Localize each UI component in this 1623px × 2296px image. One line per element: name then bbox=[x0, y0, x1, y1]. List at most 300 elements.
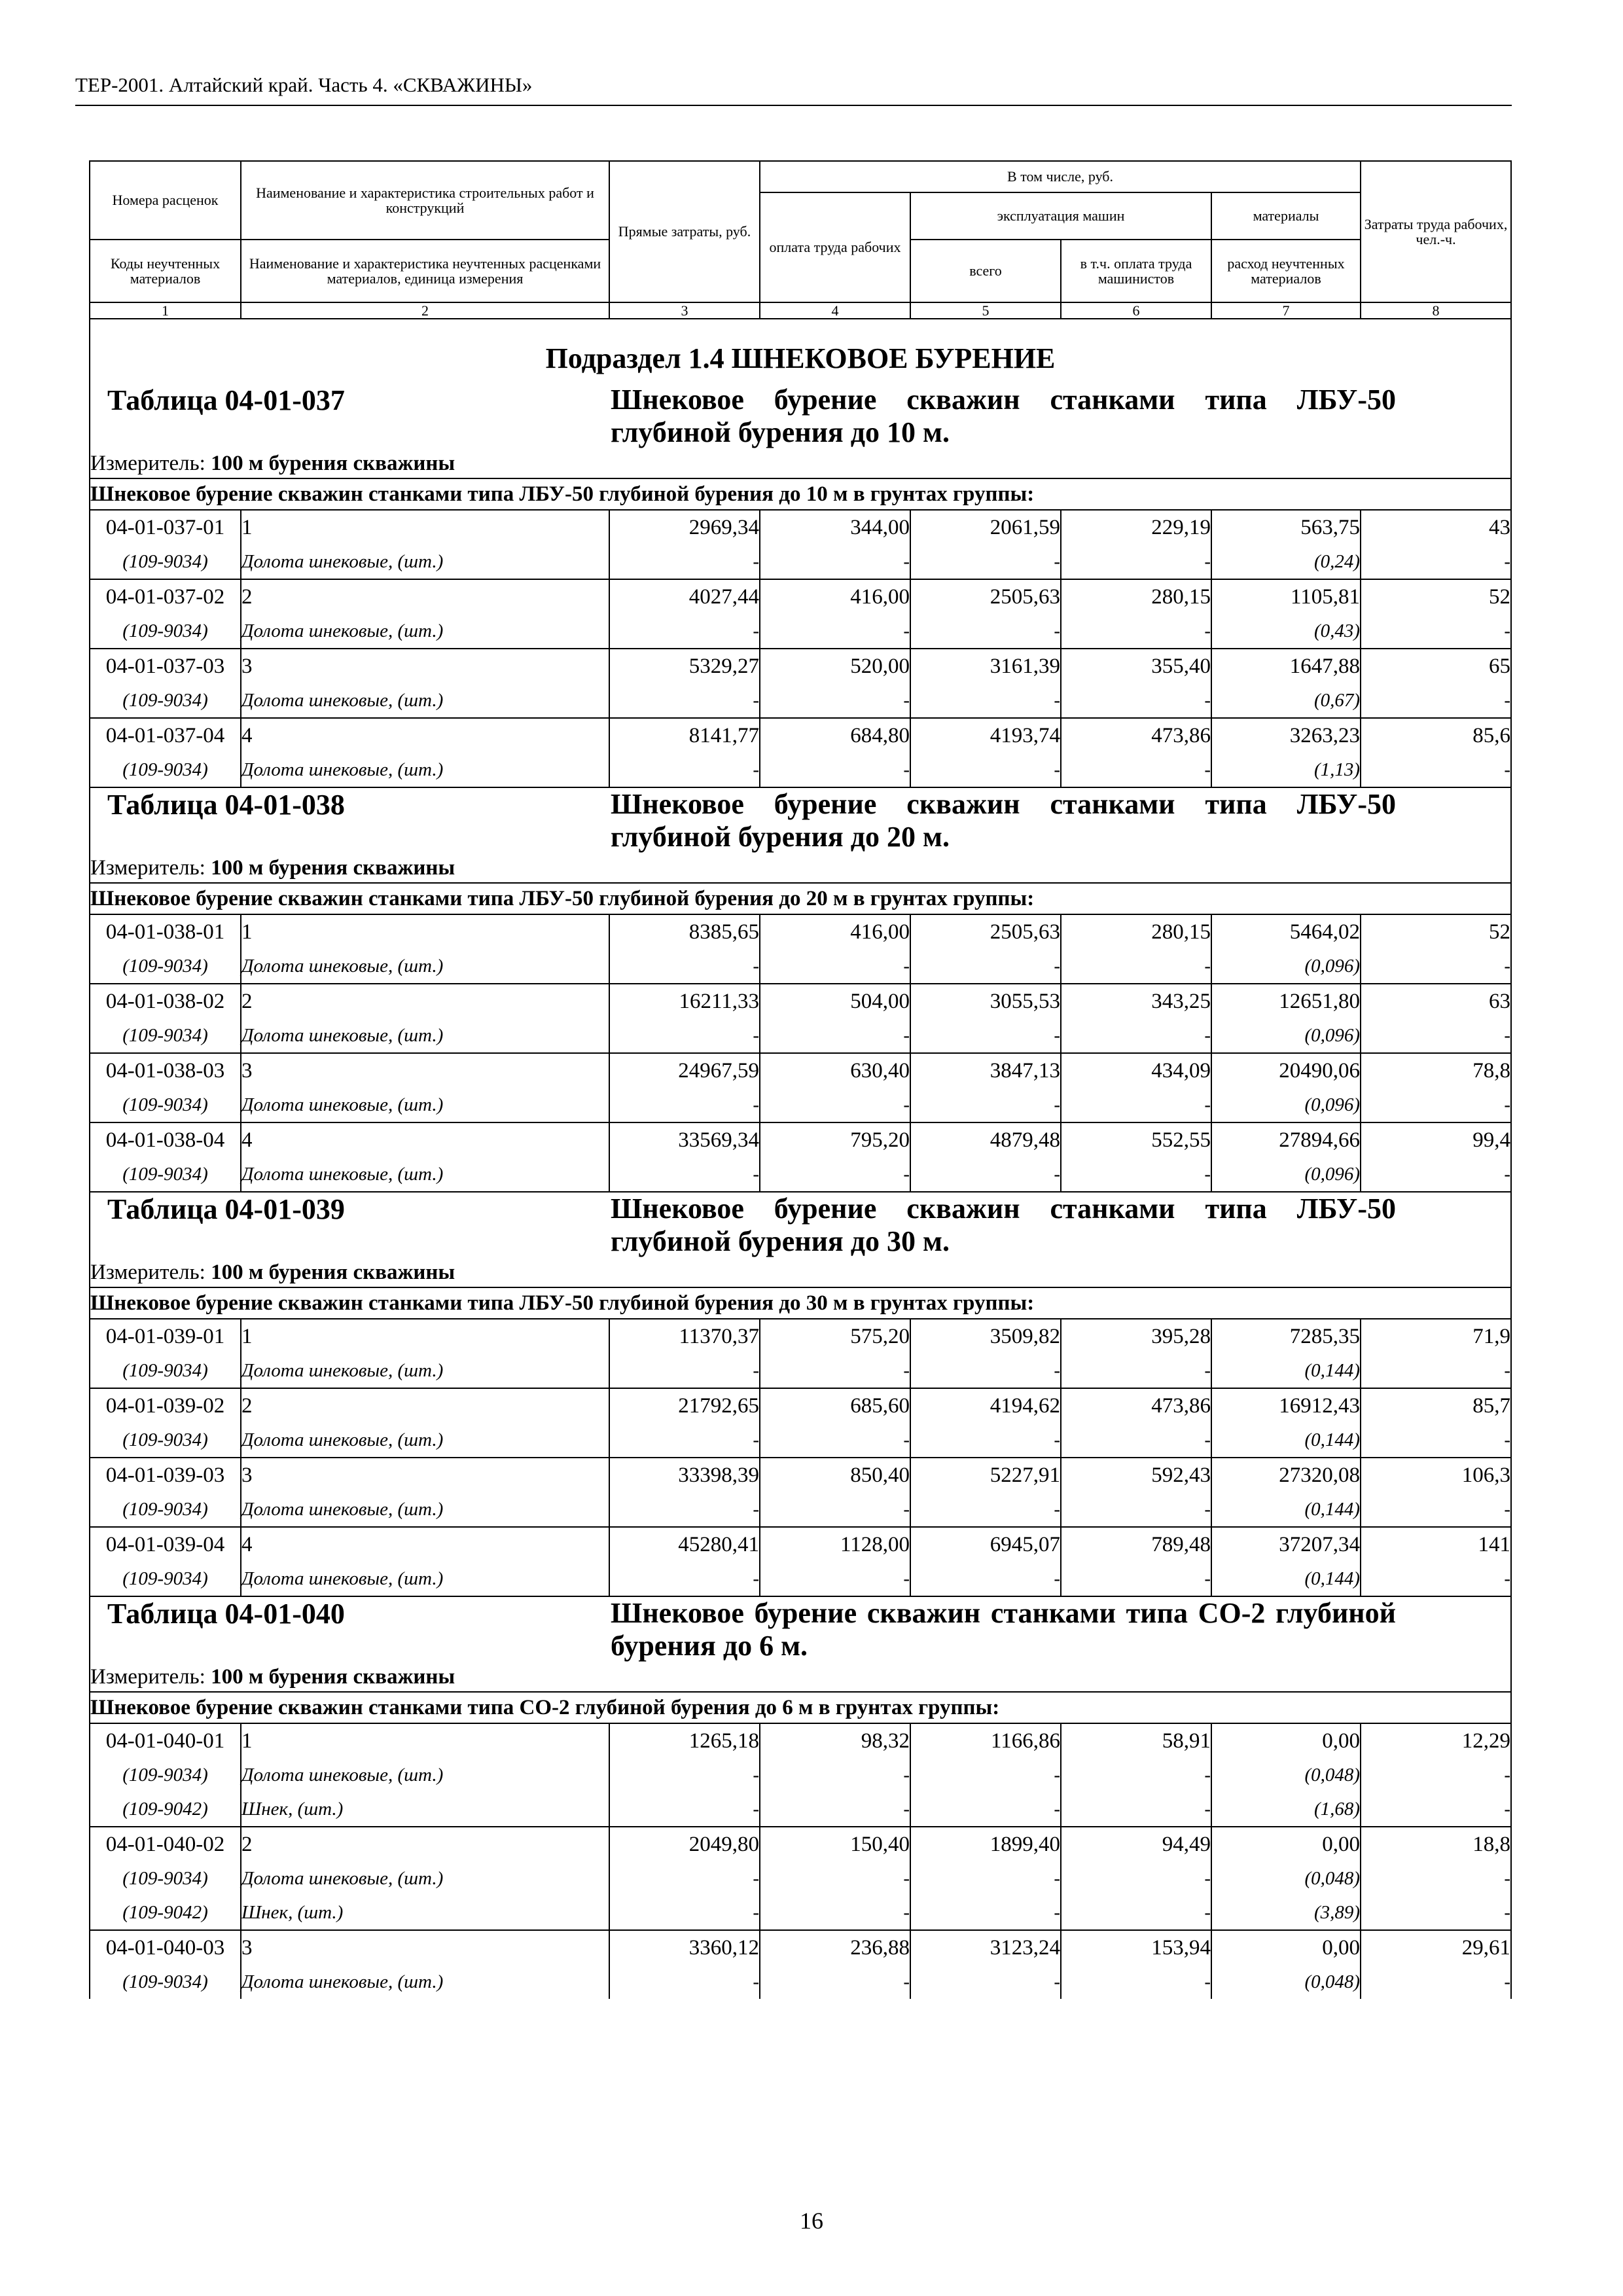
rate-value: 0,00 bbox=[1211, 1930, 1361, 1965]
table-description: Шнековое бурение скважин станками типа СО-2 глубиной бурения до 6 м. bbox=[611, 1597, 1396, 1662]
rate-value: 27320,08 bbox=[1211, 1458, 1361, 1492]
material-code: (109-9034) bbox=[90, 1157, 241, 1192]
material-value: - bbox=[609, 1088, 760, 1122]
material-value: - bbox=[760, 1157, 910, 1192]
rate-value: 21792,65 bbox=[609, 1388, 760, 1423]
material-value: - bbox=[609, 1895, 760, 1930]
group-title: Шнековое бурение скважин станками типа ЛБУ-50 глубиной бурения до 20 м в грунтах группы: bbox=[90, 883, 1511, 914]
rate-value: 85,7 bbox=[1361, 1388, 1511, 1423]
material-value: (0,096) bbox=[1211, 1088, 1361, 1122]
material-value: - bbox=[760, 1492, 910, 1527]
rate-value: 2049,80 bbox=[609, 1827, 760, 1861]
col-number: 8 bbox=[1361, 302, 1511, 319]
material-name: Долота шнековые, (шт.) bbox=[241, 753, 609, 787]
rate-value: 552,55 bbox=[1061, 1122, 1211, 1157]
rate-value: 1105,81 bbox=[1211, 579, 1361, 614]
rate-value: 7285,35 bbox=[1211, 1319, 1361, 1354]
material-code: (109-9034) bbox=[90, 1562, 241, 1596]
table-title bbox=[90, 1597, 1510, 1662]
rate-code: 04-01-040-01 bbox=[90, 1723, 241, 1758]
rate-value: 150,40 bbox=[760, 1827, 910, 1861]
table-description: Шнековое бурение скважин станками типа ЛБУ-50 глубиной бурения до 10 м. bbox=[611, 384, 1396, 449]
material-row bbox=[90, 1895, 1511, 1930]
rate-code: 04-01-039-01 bbox=[90, 1319, 241, 1354]
rate-value: 20490,06 bbox=[1211, 1053, 1361, 1088]
rate-value: 280,15 bbox=[1061, 914, 1211, 949]
rate-value: 98,32 bbox=[760, 1723, 910, 1758]
rate-value: 3123,24 bbox=[910, 1930, 1061, 1965]
material-value: - bbox=[910, 1861, 1061, 1895]
rate-code: 04-01-038-03 bbox=[90, 1053, 241, 1088]
material-name: Долота шнековые, (шт.) bbox=[241, 1423, 609, 1458]
material-row bbox=[90, 1018, 1511, 1053]
table-title-row bbox=[90, 1192, 1511, 1258]
material-value: - bbox=[760, 1562, 910, 1596]
rate-value: 473,86 bbox=[1061, 718, 1211, 753]
rate-value: 45280,41 bbox=[609, 1527, 760, 1562]
measure-row bbox=[90, 1662, 1511, 1692]
rate-value: 434,09 bbox=[1061, 1053, 1211, 1088]
measure-value: 100 м бурения скважины bbox=[211, 1664, 455, 1689]
material-name: Долота шнековые, (шт.) bbox=[241, 614, 609, 649]
material-value: (3,89) bbox=[1211, 1895, 1361, 1930]
rate-value: 0,00 bbox=[1211, 1827, 1361, 1861]
material-row bbox=[90, 1861, 1511, 1895]
material-code: (109-9034) bbox=[90, 614, 241, 649]
rate-value: 18,8 bbox=[1361, 1827, 1511, 1861]
material-value: - bbox=[760, 545, 910, 579]
material-value: - bbox=[1361, 753, 1511, 787]
rate-name: 2 bbox=[241, 1388, 609, 1423]
material-value: - bbox=[1361, 1895, 1511, 1930]
rate-value: 78,8 bbox=[1361, 1053, 1511, 1088]
material-value: - bbox=[609, 614, 760, 649]
rate-code: 04-01-038-01 bbox=[90, 914, 241, 949]
header-nomera: Номера расценок bbox=[90, 161, 241, 240]
rate-value: 5464,02 bbox=[1211, 914, 1361, 949]
material-value: - bbox=[1361, 1792, 1511, 1827]
rate-row bbox=[90, 1723, 1511, 1758]
rate-value: 27894,66 bbox=[1211, 1122, 1361, 1157]
material-value: - bbox=[609, 1423, 760, 1458]
material-code: (109-9034) bbox=[90, 683, 241, 718]
rate-row bbox=[90, 510, 1511, 545]
rate-name: 4 bbox=[241, 1527, 609, 1562]
material-value: - bbox=[1061, 614, 1211, 649]
table-title bbox=[90, 384, 1510, 449]
material-row bbox=[90, 1088, 1511, 1122]
material-row bbox=[90, 1423, 1511, 1458]
material-value: (0,144) bbox=[1211, 1562, 1361, 1596]
material-value: - bbox=[1361, 545, 1511, 579]
rate-value: 63 bbox=[1361, 984, 1511, 1018]
material-value: - bbox=[760, 1895, 910, 1930]
table-title-row bbox=[90, 1596, 1511, 1662]
material-value: - bbox=[760, 753, 910, 787]
material-value: - bbox=[1361, 1018, 1511, 1053]
group-title: Шнековое бурение скважин станками типа ЛБУ-50 глубиной бурения до 30 м в грунтах группы: bbox=[90, 1287, 1511, 1319]
material-value: - bbox=[1061, 545, 1211, 579]
rate-value: 685,60 bbox=[760, 1388, 910, 1423]
header-pryamye: Прямые затраты, руб. bbox=[609, 161, 760, 302]
rate-value: 1647,88 bbox=[1211, 649, 1361, 683]
rate-value: 43 bbox=[1361, 510, 1511, 545]
material-value: - bbox=[910, 1492, 1061, 1527]
material-value: - bbox=[910, 1758, 1061, 1792]
rate-value: 789,48 bbox=[1061, 1527, 1211, 1562]
price-table bbox=[89, 160, 1512, 1999]
material-code: (109-9034) bbox=[90, 753, 241, 787]
material-value: - bbox=[760, 1088, 910, 1122]
rate-value: 153,94 bbox=[1061, 1930, 1211, 1965]
material-value: - bbox=[1361, 1157, 1511, 1192]
rate-code: 04-01-038-04 bbox=[90, 1122, 241, 1157]
rate-value: 3263,23 bbox=[1211, 718, 1361, 753]
measure-row bbox=[90, 449, 1511, 478]
material-value: - bbox=[1361, 1758, 1511, 1792]
material-value: - bbox=[910, 1157, 1061, 1192]
material-value: - bbox=[1361, 1492, 1511, 1527]
measure-label: Измеритель: bbox=[90, 855, 205, 880]
rate-value: 416,00 bbox=[760, 914, 910, 949]
header-rule bbox=[75, 105, 1512, 106]
rate-row bbox=[90, 1053, 1511, 1088]
col-number: 1 bbox=[90, 302, 241, 319]
rate-code: 04-01-039-04 bbox=[90, 1527, 241, 1562]
rate-value: 2505,63 bbox=[910, 579, 1061, 614]
material-value: - bbox=[1061, 1895, 1211, 1930]
rate-row bbox=[90, 1827, 1511, 1861]
rate-name: 1 bbox=[241, 914, 609, 949]
rate-row bbox=[90, 649, 1511, 683]
table-description: Шнековое бурение скважин станками типа ЛБУ-50 глубиной бурения до 30 м. bbox=[611, 1193, 1396, 1258]
material-code: (109-9034) bbox=[90, 1354, 241, 1388]
rate-value: 3509,82 bbox=[910, 1319, 1061, 1354]
material-value: - bbox=[1061, 1792, 1211, 1827]
rate-value: 3847,13 bbox=[910, 1053, 1061, 1088]
header-naim-top: Наименование и характеристика строительных работ и конструкций bbox=[241, 161, 609, 240]
rate-value: 343,25 bbox=[1061, 984, 1211, 1018]
material-value: - bbox=[1061, 1492, 1211, 1527]
material-value: - bbox=[1061, 1157, 1211, 1192]
header-kody: Коды неучтенных материалов bbox=[90, 240, 241, 302]
rate-value: 141 bbox=[1361, 1527, 1511, 1562]
material-name: Долота шнековые, (шт.) bbox=[241, 949, 609, 984]
rate-value: 520,00 bbox=[760, 649, 910, 683]
rate-name: 4 bbox=[241, 1122, 609, 1157]
material-value: - bbox=[910, 1018, 1061, 1053]
rate-value: 3161,39 bbox=[910, 649, 1061, 683]
material-value: - bbox=[1361, 1354, 1511, 1388]
material-value: - bbox=[760, 1018, 910, 1053]
material-value: - bbox=[1061, 753, 1211, 787]
material-value: (1,68) bbox=[1211, 1792, 1361, 1827]
material-value: - bbox=[1061, 1758, 1211, 1792]
measure-value: 100 м бурения скважины bbox=[211, 855, 455, 880]
rate-value: 58,91 bbox=[1061, 1723, 1211, 1758]
rate-value: 575,20 bbox=[760, 1319, 910, 1354]
material-row bbox=[90, 753, 1511, 787]
header-zatraty: Затраты труда рабочих, чел.-ч. bbox=[1361, 161, 1511, 302]
material-code: (109-9034) bbox=[90, 1758, 241, 1792]
group-row bbox=[90, 883, 1511, 914]
measure-label: Измеритель: bbox=[90, 1260, 205, 1284]
material-value: - bbox=[609, 683, 760, 718]
material-name: Долота шнековые, (шт.) bbox=[241, 1018, 609, 1053]
material-value: - bbox=[910, 683, 1061, 718]
material-value: (0,096) bbox=[1211, 1157, 1361, 1192]
header-oplata: оплата труда рабочих bbox=[760, 192, 910, 302]
material-name: Долота шнековые, (шт.) bbox=[241, 1157, 609, 1192]
rate-value: 6945,07 bbox=[910, 1527, 1061, 1562]
material-value: - bbox=[910, 1792, 1061, 1827]
rate-value: 3360,12 bbox=[609, 1930, 760, 1965]
material-code: (109-9034) bbox=[90, 1088, 241, 1122]
table-code: Таблица 04-01-040 bbox=[107, 1598, 345, 1630]
material-value: - bbox=[760, 1965, 910, 1999]
material-code: (109-9034) bbox=[90, 1423, 241, 1458]
rate-value: 52 bbox=[1361, 579, 1511, 614]
material-value: - bbox=[1061, 1354, 1211, 1388]
material-name: Долота шнековые, (шт.) bbox=[241, 1861, 609, 1895]
rate-value: 473,86 bbox=[1061, 1388, 1211, 1423]
header-vtch: в т.ч. оплата труда машинистов bbox=[1061, 240, 1211, 302]
material-name: Шнек, (шт.) bbox=[241, 1792, 609, 1827]
rate-code: 04-01-039-03 bbox=[90, 1458, 241, 1492]
material-name: Долота шнековые, (шт.) bbox=[241, 1492, 609, 1527]
rate-name: 2 bbox=[241, 1827, 609, 1861]
rate-value: 1166,86 bbox=[910, 1723, 1061, 1758]
measure bbox=[90, 1662, 1511, 1692]
rate-row bbox=[90, 1930, 1511, 1965]
header-ekspl: эксплуатация машин bbox=[910, 192, 1211, 240]
rate-value: 630,40 bbox=[760, 1053, 910, 1088]
rate-value: 37207,34 bbox=[1211, 1527, 1361, 1562]
material-value: (0,24) bbox=[1211, 545, 1361, 579]
material-value: - bbox=[910, 1423, 1061, 1458]
rate-value: 395,28 bbox=[1061, 1319, 1211, 1354]
header-rashod: расход неучтенных материалов bbox=[1211, 240, 1361, 302]
rate-row bbox=[90, 984, 1511, 1018]
measure-row bbox=[90, 853, 1511, 883]
rate-value: 8385,65 bbox=[609, 914, 760, 949]
material-value: - bbox=[1361, 614, 1511, 649]
material-value: - bbox=[910, 614, 1061, 649]
material-value: - bbox=[1061, 1562, 1211, 1596]
material-value: (0,144) bbox=[1211, 1492, 1361, 1527]
material-code: (109-9034) bbox=[90, 1018, 241, 1053]
material-name: Долота шнековые, (шт.) bbox=[241, 683, 609, 718]
col-number: 7 bbox=[1211, 302, 1361, 319]
rate-code: 04-01-038-02 bbox=[90, 984, 241, 1018]
col-number: 6 bbox=[1061, 302, 1211, 319]
measure-value: 100 м бурения скважины bbox=[211, 451, 455, 475]
material-value: - bbox=[609, 1018, 760, 1053]
table-title-cell bbox=[90, 787, 1511, 853]
material-value: - bbox=[609, 949, 760, 984]
material-value: - bbox=[910, 1562, 1061, 1596]
rate-name: 3 bbox=[241, 1930, 609, 1965]
rate-value: 4027,44 bbox=[609, 579, 760, 614]
section-title: Подраздел 1.4 ШНЕКОВОЕ БУРЕНИЕ bbox=[90, 319, 1511, 384]
material-value: - bbox=[760, 1792, 910, 1827]
measure bbox=[90, 1258, 1511, 1287]
material-value: - bbox=[609, 753, 760, 787]
rate-value: 8141,77 bbox=[609, 718, 760, 753]
rate-code: 04-01-037-03 bbox=[90, 649, 241, 683]
material-value: - bbox=[1361, 1088, 1511, 1122]
material-value: - bbox=[910, 545, 1061, 579]
material-name: Долота шнековые, (шт.) bbox=[241, 1354, 609, 1388]
rate-name: 1 bbox=[241, 1723, 609, 1758]
rate-value: 29,61 bbox=[1361, 1930, 1511, 1965]
rate-value: 12651,80 bbox=[1211, 984, 1361, 1018]
material-value: - bbox=[760, 1354, 910, 1388]
measure-row bbox=[90, 1258, 1511, 1287]
rate-value: 684,80 bbox=[760, 718, 910, 753]
material-value: - bbox=[1061, 1861, 1211, 1895]
material-row bbox=[90, 614, 1511, 649]
material-value: - bbox=[609, 1354, 760, 1388]
material-value: - bbox=[1361, 1965, 1511, 1999]
material-row bbox=[90, 1492, 1511, 1527]
rate-row bbox=[90, 1319, 1511, 1354]
material-value: - bbox=[760, 1758, 910, 1792]
material-value: (1,13) bbox=[1211, 753, 1361, 787]
rate-code: 04-01-037-04 bbox=[90, 718, 241, 753]
header-vsego: всего bbox=[910, 240, 1061, 302]
material-code: (109-9042) bbox=[90, 1792, 241, 1827]
rate-name: 1 bbox=[241, 1319, 609, 1354]
material-value: - bbox=[760, 1861, 910, 1895]
table-title-cell bbox=[90, 1596, 1511, 1662]
table-title-cell bbox=[90, 384, 1511, 449]
rate-value: 85,6 bbox=[1361, 718, 1511, 753]
material-row bbox=[90, 1758, 1511, 1792]
rate-row bbox=[90, 718, 1511, 753]
material-value: - bbox=[760, 949, 910, 984]
rate-value: 24967,59 bbox=[609, 1053, 760, 1088]
rate-value: 12,29 bbox=[1361, 1723, 1511, 1758]
material-row bbox=[90, 1965, 1511, 1999]
col-number: 4 bbox=[760, 302, 910, 319]
rate-value: 850,40 bbox=[760, 1458, 910, 1492]
rate-code: 04-01-039-02 bbox=[90, 1388, 241, 1423]
material-value: - bbox=[609, 1965, 760, 1999]
material-value: - bbox=[1361, 1861, 1511, 1895]
material-code: (109-9034) bbox=[90, 949, 241, 984]
rate-value: 65 bbox=[1361, 649, 1511, 683]
material-value: - bbox=[1361, 949, 1511, 984]
rate-value: 1128,00 bbox=[760, 1527, 910, 1562]
table-title-cell bbox=[90, 1192, 1511, 1258]
material-value: - bbox=[910, 1965, 1061, 1999]
rate-code: 04-01-037-02 bbox=[90, 579, 241, 614]
rate-value: 4194,62 bbox=[910, 1388, 1061, 1423]
rate-value: 3055,53 bbox=[910, 984, 1061, 1018]
rate-row bbox=[90, 579, 1511, 614]
material-value: - bbox=[1361, 1562, 1511, 1596]
table-title-row bbox=[90, 384, 1511, 449]
material-value: (0,144) bbox=[1211, 1423, 1361, 1458]
table-description: Шнековое бурение скважин станками типа ЛБУ-50 глубиной бурения до 20 м. bbox=[611, 788, 1396, 853]
rate-value: 4193,74 bbox=[910, 718, 1061, 753]
material-name: Долота шнековые, (шт.) bbox=[241, 1562, 609, 1596]
material-name: Долота шнековые, (шт.) bbox=[241, 1758, 609, 1792]
measure-label: Измеритель: bbox=[90, 1664, 205, 1689]
rate-value: 229,19 bbox=[1061, 510, 1211, 545]
material-value: - bbox=[609, 1562, 760, 1596]
material-value: (0,096) bbox=[1211, 1018, 1361, 1053]
material-code: (109-9034) bbox=[90, 545, 241, 579]
header-naim-bottom: Наименование и характеристика неучтенных расценками материалов, единица измерения bbox=[241, 240, 609, 302]
material-code: (109-9034) bbox=[90, 1965, 241, 1999]
material-value: - bbox=[910, 1895, 1061, 1930]
rate-name: 4 bbox=[241, 718, 609, 753]
measure-value: 100 м бурения скважины bbox=[211, 1260, 455, 1284]
rate-row bbox=[90, 914, 1511, 949]
rate-value: 504,00 bbox=[760, 984, 910, 1018]
material-row bbox=[90, 1157, 1511, 1192]
material-value: - bbox=[760, 1423, 910, 1458]
material-code: (109-9042) bbox=[90, 1895, 241, 1930]
group-row bbox=[90, 1692, 1511, 1723]
table-code: Таблица 04-01-038 bbox=[107, 789, 345, 821]
rate-row bbox=[90, 1527, 1511, 1562]
measure-label: Измеритель: bbox=[90, 451, 205, 475]
table-title bbox=[90, 1193, 1510, 1258]
rate-row bbox=[90, 1458, 1511, 1492]
rate-value: 11370,37 bbox=[609, 1319, 760, 1354]
rate-value: 1899,40 bbox=[910, 1827, 1061, 1861]
rate-name: 3 bbox=[241, 1053, 609, 1088]
col-number: 2 bbox=[241, 302, 609, 319]
material-row bbox=[90, 545, 1511, 579]
table-code: Таблица 04-01-039 bbox=[107, 1193, 345, 1226]
rate-value: 1265,18 bbox=[609, 1723, 760, 1758]
group-row bbox=[90, 1287, 1511, 1319]
rate-value: 5329,27 bbox=[609, 649, 760, 683]
material-value: - bbox=[609, 1157, 760, 1192]
rate-value: 52 bbox=[1361, 914, 1511, 949]
material-value: - bbox=[910, 1088, 1061, 1122]
material-value: - bbox=[760, 683, 910, 718]
rate-name: 2 bbox=[241, 579, 609, 614]
rate-value: 236,88 bbox=[760, 1930, 910, 1965]
rate-value: 592,43 bbox=[1061, 1458, 1211, 1492]
material-value: - bbox=[760, 614, 910, 649]
rate-name: 3 bbox=[241, 1458, 609, 1492]
rate-value: 795,20 bbox=[760, 1122, 910, 1157]
rate-value: 355,40 bbox=[1061, 649, 1211, 683]
rate-value: 280,15 bbox=[1061, 579, 1211, 614]
material-value: - bbox=[1061, 1423, 1211, 1458]
header-materialy: материалы bbox=[1211, 192, 1361, 240]
rate-value: 5227,91 bbox=[910, 1458, 1061, 1492]
material-value: - bbox=[910, 753, 1061, 787]
measure bbox=[90, 853, 1511, 883]
rate-value: 344,00 bbox=[760, 510, 910, 545]
running-head: ТЕР-2001. Алтайский край. Часть 4. «СКВАЖИНЫ» bbox=[75, 73, 533, 96]
rate-name: 1 bbox=[241, 510, 609, 545]
measure bbox=[90, 449, 1511, 478]
material-value: - bbox=[609, 1861, 760, 1895]
rate-value: 16211,33 bbox=[609, 984, 760, 1018]
page-number: 16 bbox=[800, 2208, 823, 2234]
material-value: - bbox=[910, 949, 1061, 984]
header-v-tom-chisle: В том числе, руб. bbox=[760, 161, 1361, 192]
rate-value: 33569,34 bbox=[609, 1122, 760, 1157]
